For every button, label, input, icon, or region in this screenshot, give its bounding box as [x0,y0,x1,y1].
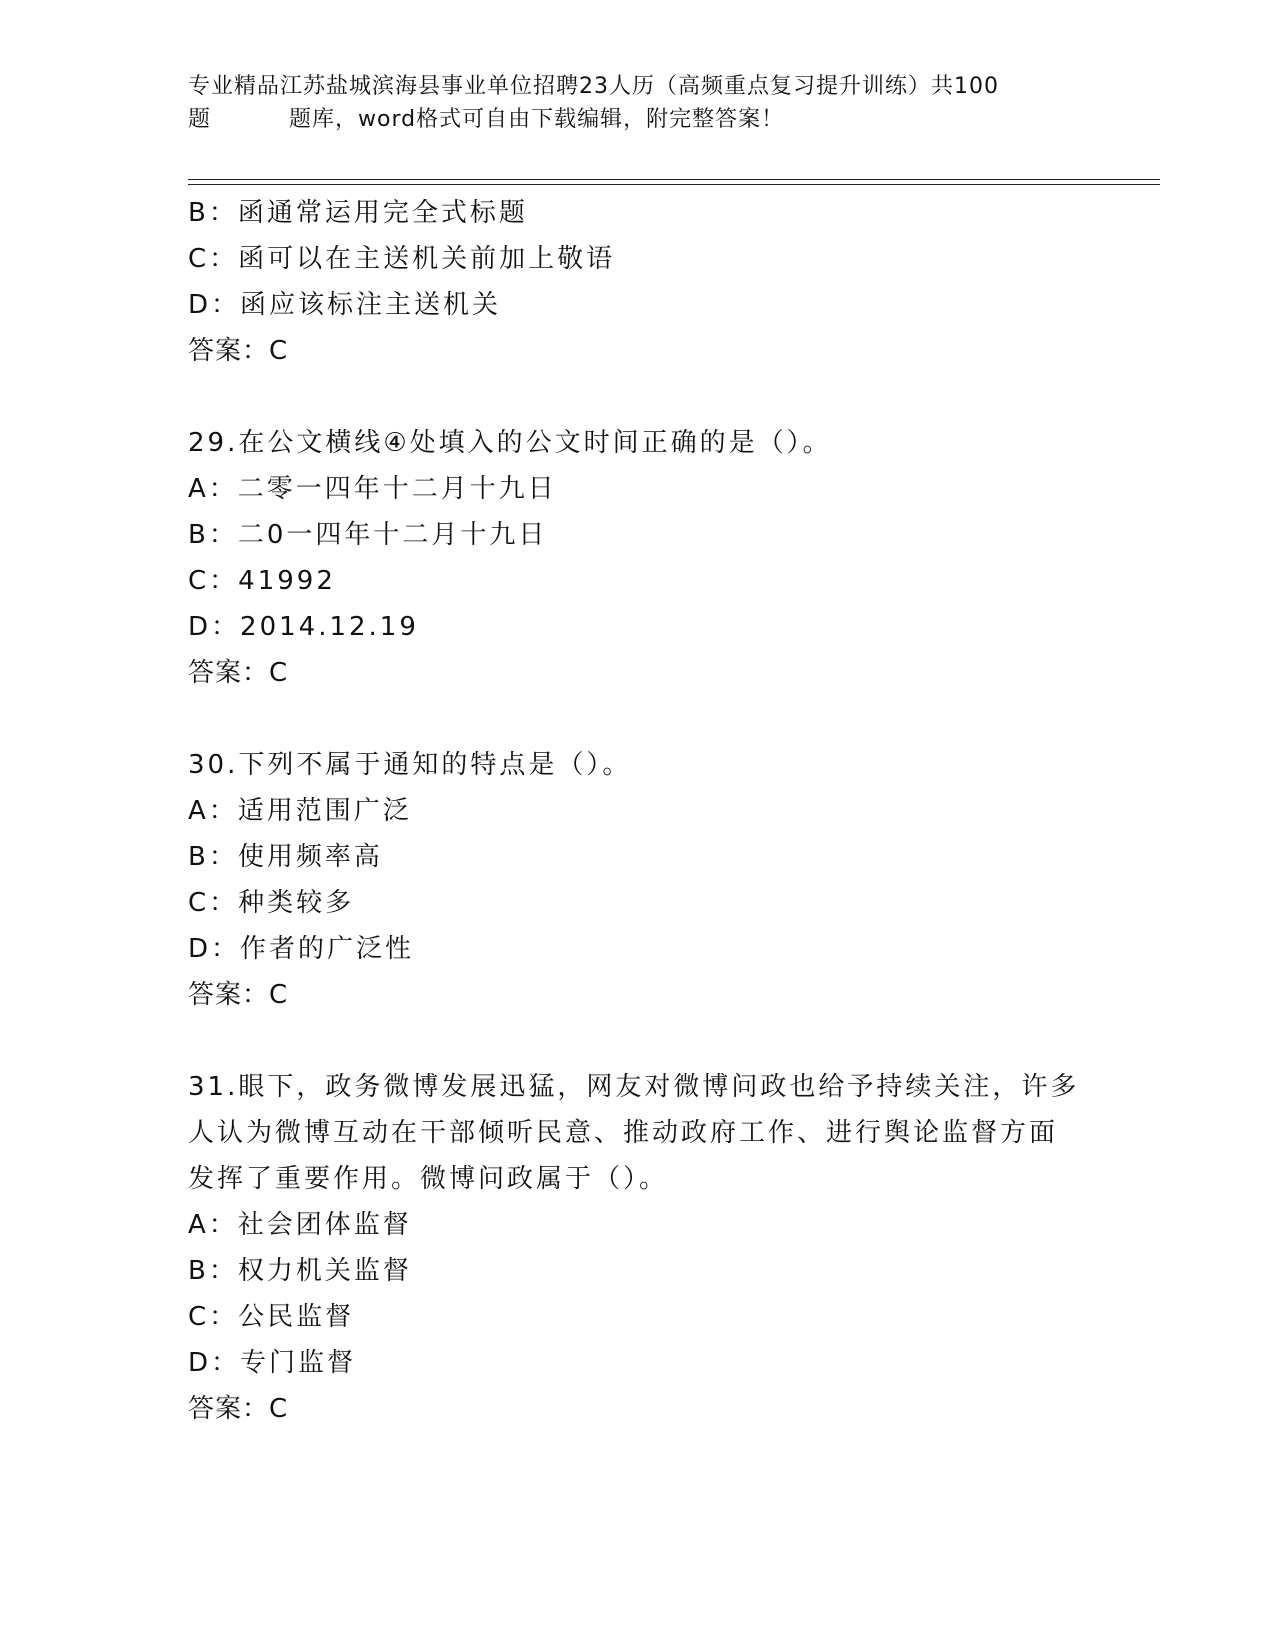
answer: 答案：C [188,980,289,1010]
question-29 [188,420,1088,696]
answer: 答案：C [188,658,289,688]
question-stem-line-1: 31.眼下，政务微博发展迅猛，网友对微博问政也给予持续关注，许多 [188,1072,1080,1102]
header-title-line-2-end: 题库，word格式可自由下载编辑，附完整答案！ [289,107,785,132]
option-c: C：函可以在主送机关前加上敬语 [188,244,616,274]
header-title-line-2-start: 题 [188,107,212,132]
option-d: D：专门监督 [188,1348,357,1378]
option-c: C：公民监督 [188,1302,355,1332]
option-b: B：函通常运用完全式标题 [188,198,528,228]
option-c: C：种类较多 [188,888,355,918]
answer: 答案：C [188,336,289,366]
question-stem: 30.下列不属于通知的特点是（）。 [188,750,632,780]
header-title-line-2 [188,103,1088,136]
question-30 [188,742,1088,1018]
option-a: A：二零一四年十二月十九日 [188,474,557,504]
option-a: A：社会团体监督 [188,1210,412,1240]
option-a: A：适用范围广泛 [188,796,412,826]
question-stem: 29.在公文横线④处填入的公文时间正确的是（）。 [188,428,832,458]
document-header [188,70,1088,136]
option-d: D：函应该标注主送机关 [188,290,502,320]
question-stem-line-2: 人认为微博互动在干部倾听民意、推动政府工作、进行舆论监督方面 [188,1118,1059,1148]
question-28-continued [188,190,1088,374]
option-b: B：二0一四年十二月十九日 [188,520,548,550]
question-list [188,190,1088,1432]
option-c: C：41992 [188,566,336,596]
header-divider-bottom [188,184,1160,185]
header-divider-top [188,179,1160,180]
question-31 [188,1064,1088,1432]
option-d: D：作者的广泛性 [188,934,415,964]
question-stem-line-3: 发挥了重要作用。微博问政属于（）。 [188,1164,669,1194]
header-title-line-1: 专业精品江苏盐城滨海县事业单位招聘23人历（高频重点复习提升训练）共100 [188,74,999,99]
answer: 答案：C [188,1394,289,1424]
option-b: B：使用频率高 [188,842,383,872]
option-d: D：2014.12.19 [188,612,419,642]
option-b: B：权力机关监督 [188,1256,412,1286]
